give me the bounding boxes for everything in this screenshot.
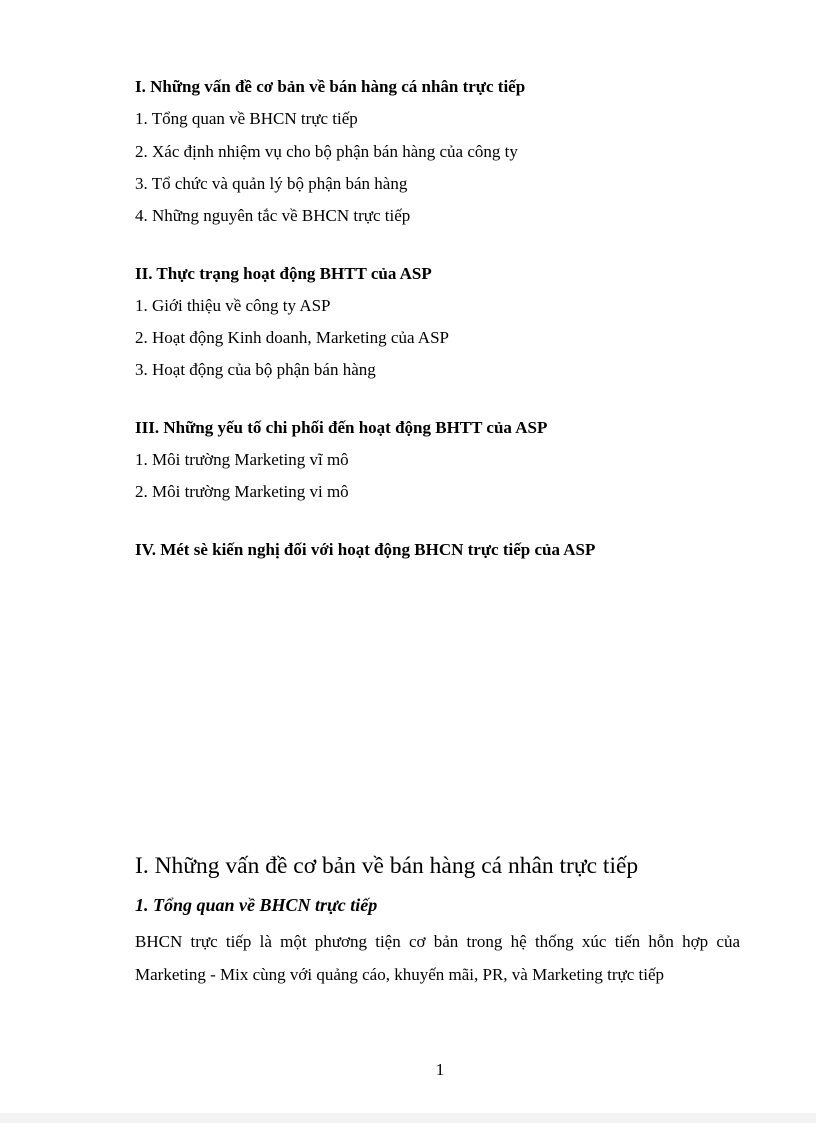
toc-heading-section-1: I. Những vấn đề cơ bản về bán hàng cá nhân trực tiếp (135, 77, 526, 96)
toc-item: 1. Giới thiệu về công ty ASP (135, 296, 331, 315)
toc-item: 1. Môi trường Marketing vĩ mô (135, 450, 349, 469)
toc-item: 3. Tổ chức và quản lý bộ phận bán hàng (135, 174, 408, 193)
toc-item: 3. Hoạt động của bộ phận bán hàng (135, 360, 376, 379)
toc-item: 2. Hoạt động Kinh doanh, Marketing của ASP (135, 328, 449, 347)
toc-heading-section-3: III. Những yếu tố chi phối đến hoạt động BHTT của ASP (135, 418, 548, 437)
subsection-heading: 1. Tổng quan về BHCN trực tiếp (135, 895, 378, 915)
toc-item: 1. Tổng quan về BHCN trực tiếp (135, 109, 358, 128)
section-heading: I. Những vấn đề cơ bản về bán hàng cá nhân trực tiếp (135, 853, 639, 879)
page-number: 1 (435, 1060, 445, 1079)
toc-heading-section-4: IV. Mét sè kiến nghị đối với hoạt động BHCN trực tiếp của ASP (135, 540, 596, 559)
page-bottom-edge (0, 1113, 816, 1123)
toc-heading-section-2: II. Thực trạng hoạt động BHTT của ASP (135, 264, 432, 283)
toc-item: 4. Những nguyên tắc về BHCN trực tiếp (135, 206, 411, 225)
body-paragraph: BHCN trực tiếp là một phương tiện cơ bản trong hệ thống xúc tiến hỗn hợp của Marketing - Mix cùng với quảng cáo, khuyến mãi, PR, và Marketing trực tiếp (135, 932, 740, 984)
toc-item: 2. Môi trường Marketing vi mô (135, 482, 349, 501)
toc-item: 2. Xác định nhiệm vụ cho bộ phận bán hàng của công ty (135, 142, 518, 161)
